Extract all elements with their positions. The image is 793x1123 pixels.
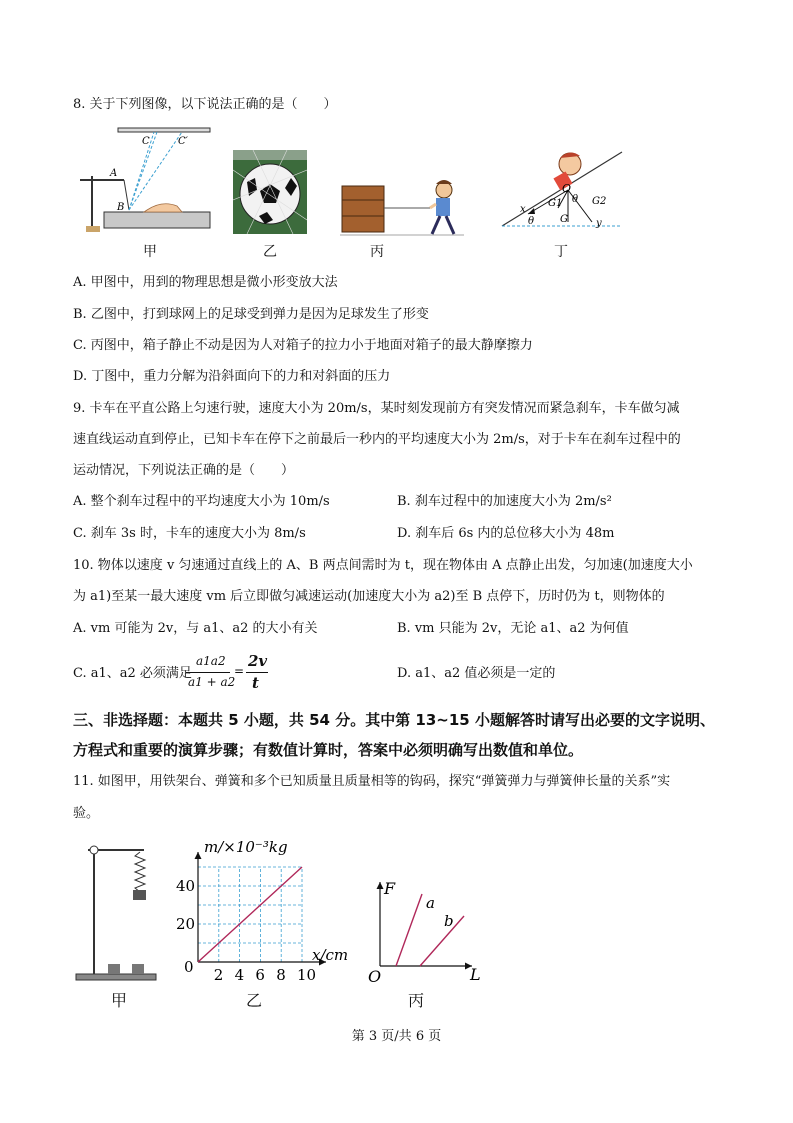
label-o: O	[562, 182, 572, 195]
q9-option-b: B. 刹车过程中的加速度大小为 2m/s²	[397, 494, 612, 509]
label-g1: G1	[548, 198, 563, 209]
q11-line-1: 11. 如图甲，用铁架台、弹簧和多个已知质量且质量相等的钩码，探究“弹簧弹力与弹簧伸长量的关系”实	[73, 774, 671, 789]
label-a: A	[110, 168, 118, 179]
q9-line-2: 速直线运动直到停止，已知卡车在停下之前最后一秒内的平均速度大小为 2m/s，对于卡车在刹车过程中的	[73, 432, 681, 447]
caption-q11-jia: 甲	[110, 991, 127, 1010]
line-b	[420, 916, 464, 966]
figure-yi	[233, 150, 307, 234]
graph-b-xtick-label: 10	[297, 966, 317, 984]
graph-f-vs-l	[364, 872, 488, 984]
q8-option-a: A. 甲图中，用到的物理思想是微小形变放大法	[73, 275, 338, 290]
label-x: x	[520, 204, 526, 215]
q8-option-d: D. 丁图中，重力分解为沿斜面向下的力和对斜面的压力	[73, 369, 391, 384]
label-g2: G2	[592, 196, 607, 207]
graph-c-label-a: a	[426, 894, 435, 912]
graph-b-xlabel: x/cm	[312, 946, 349, 964]
caption-ding: 丁	[554, 244, 568, 260]
graph-b-ytick-label: 20	[176, 915, 196, 933]
q9-line-3: 运动情况，下列说法正确的是（ ）	[73, 463, 295, 478]
graph-c-label-b: b	[444, 912, 454, 930]
graph-b-xtick-label: 8	[276, 966, 286, 984]
graph-c-origin: O	[368, 967, 382, 984]
caption-bing: 丙	[370, 244, 384, 260]
label-c: C	[142, 136, 150, 147]
graph-c-ylabel: F	[384, 879, 396, 898]
caption-q11-bing: 丙	[407, 991, 424, 1010]
graph-c-xlabel: L	[470, 965, 481, 984]
q9-option-d: D. 刹车后 6s 内的总位移大小为 48m	[397, 526, 615, 541]
label-theta-2: θ	[572, 194, 579, 205]
graph-b-ytick-label: 40	[176, 877, 196, 895]
graph-b-ylabel: m/×10⁻³kg	[204, 838, 288, 856]
graph-b-xtick-label: 6	[255, 966, 265, 984]
label-g: G	[560, 214, 568, 225]
label-c-prime: C′	[178, 136, 188, 147]
q9-option-c: C. 刹车 3s 时，卡车的速度大小为 8m/s	[73, 526, 306, 541]
graph-m-vs-x	[176, 836, 354, 988]
graph-b-xtick-label: 2	[213, 966, 224, 984]
q10-option-c: C. a1、a2 必须满足	[73, 666, 192, 681]
q10-option-d: D. a1、a2 值必须是一定的	[397, 666, 556, 681]
q8-option-c: C. 丙图中，箱子静止不动是因为人对箱子的拉力小于地面对箱子的最大静摩擦力	[73, 338, 533, 353]
q9-option-a: A. 整个刹车过程中的平均速度大小为 10m/s	[73, 494, 330, 509]
graph-b-ticks	[176, 877, 316, 984]
line-a	[396, 894, 422, 966]
q11-line-2: 验。	[73, 806, 100, 821]
q10-line-1: 10. 物体以速度 v 匀速通过直线上的 A、B 两点间需时为 t，现在物体由 A 点静止出发，匀加速(加速度大小	[73, 558, 693, 573]
label-y: y	[596, 218, 602, 229]
figure-jia	[72, 124, 217, 236]
graph-b-xtick-label: 4	[234, 966, 245, 984]
figure-ding	[498, 146, 624, 232]
q10-option-a: A. vm 可能为 2v，与 a1、a2 的大小有关	[73, 621, 318, 636]
caption-jia: 甲	[143, 244, 157, 260]
graph-b-series-line	[198, 867, 302, 962]
figure-bing	[340, 176, 466, 238]
graph-b-ytick-label: 0	[184, 958, 194, 976]
section-3-line-1: 三、非选择题：本题共 5 小题，共 54 分。其中第 13~15 小题解答时请写出必要的文字说明、	[73, 711, 715, 729]
q8-option-b: B. 乙图中，打到球网上的足球受到弹力是因为足球发生了形变	[73, 307, 429, 322]
label-b: B	[117, 202, 125, 213]
caption-q11-yi: 乙	[245, 991, 262, 1010]
page-footer: 第 3 页/共 6 页	[351, 1029, 442, 1044]
q9-line-1: 9. 卡车在平直公路上匀速行驶，速度大小为 20m/s，某时刻发现前方有突发情况而紧急刹车，卡车做匀减	[73, 401, 680, 416]
q10-option-b: B. vm 只能为 2v，无论 a1、a2 为何值	[397, 621, 629, 636]
caption-yi: 乙	[263, 244, 277, 260]
figure-iron-stand	[74, 838, 160, 984]
label-theta-1: θ	[528, 216, 535, 227]
section-3-line-2: 方程式和重要的演算步骤；有数值计算时，答案中必须明确写出数值和单位。	[73, 741, 584, 759]
q10-line-2: 为 a1)至某一最大速度 vm 后立即做匀减速运动(加速度大小为 a2)至 B 点停下，历时仍为 t，则物体的	[73, 589, 665, 604]
q8-stem: 8. 关于下列图像，以下说法正确的是（ ）	[73, 97, 337, 112]
